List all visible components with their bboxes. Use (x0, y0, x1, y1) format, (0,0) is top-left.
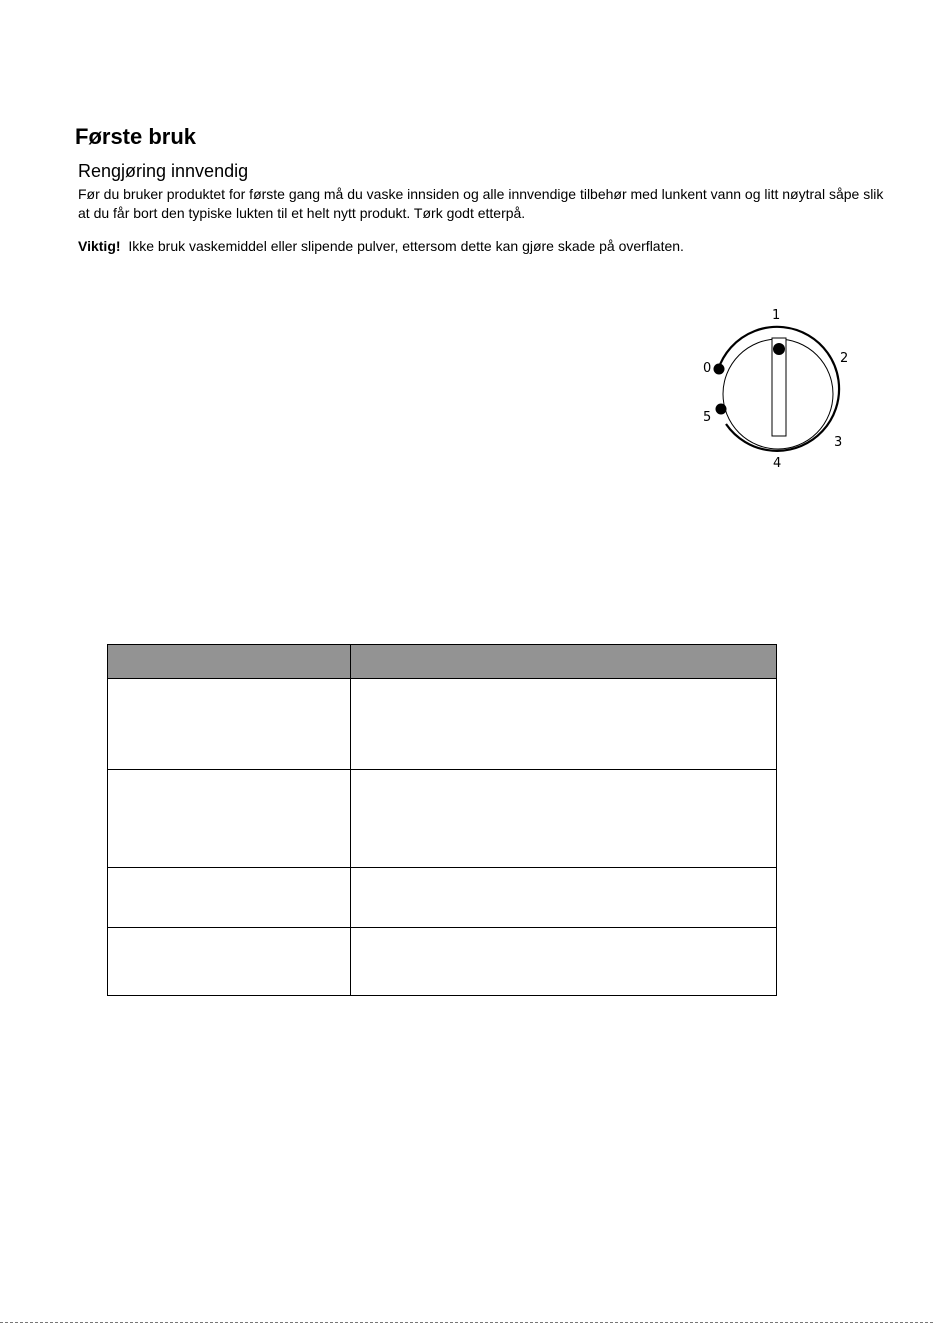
table-header-cell (351, 645, 777, 679)
page-bottom-rule (0, 1322, 933, 1323)
table-header-row (108, 645, 777, 679)
table-row (108, 927, 777, 995)
thermostat-dial (690, 300, 860, 480)
cleaning-paragraph: Før du bruker produktet for første gang må du vaske innsiden og alle innvendige tilbehør med lunkent vann og litt nøytral såpe slik at du får bort den typiske lukten til et helt nytt produkt. Tørk godt etterpå. (78, 186, 884, 221)
section-title: Rengjøring innvendig (78, 161, 249, 181)
table-cell (108, 770, 351, 867)
table-cell (351, 867, 777, 927)
table-cell (351, 927, 777, 995)
important-note (78, 237, 684, 256)
table-header-cell (108, 645, 351, 679)
dial-label-5: 5 (703, 410, 712, 425)
settings-table (107, 644, 777, 996)
table-cell (108, 867, 351, 927)
dial-indicator-dot (773, 343, 785, 355)
dial-label-0: 0 (703, 361, 712, 376)
dial-label-3: 3 (834, 435, 843, 450)
dial-marker-5 (716, 404, 727, 415)
table-row (108, 867, 777, 927)
table-row (108, 770, 777, 867)
note-label: Viktig! (78, 238, 121, 254)
table-cell (351, 679, 777, 770)
table-cell (108, 927, 351, 995)
dial-label-4: 4 (773, 456, 782, 471)
dial-label-2: 2 (840, 351, 849, 366)
note-text: Ikke bruk vaskemiddel eller slipende pulver, ettersom dette kan gjøre skade på overflaten. (128, 238, 684, 254)
dial-label-1: 1 (772, 308, 781, 323)
table-row (108, 679, 777, 770)
page-title: Første bruk (75, 124, 197, 149)
table-cell (108, 679, 351, 770)
table-cell (351, 770, 777, 867)
dial-marker-0 (714, 364, 725, 375)
